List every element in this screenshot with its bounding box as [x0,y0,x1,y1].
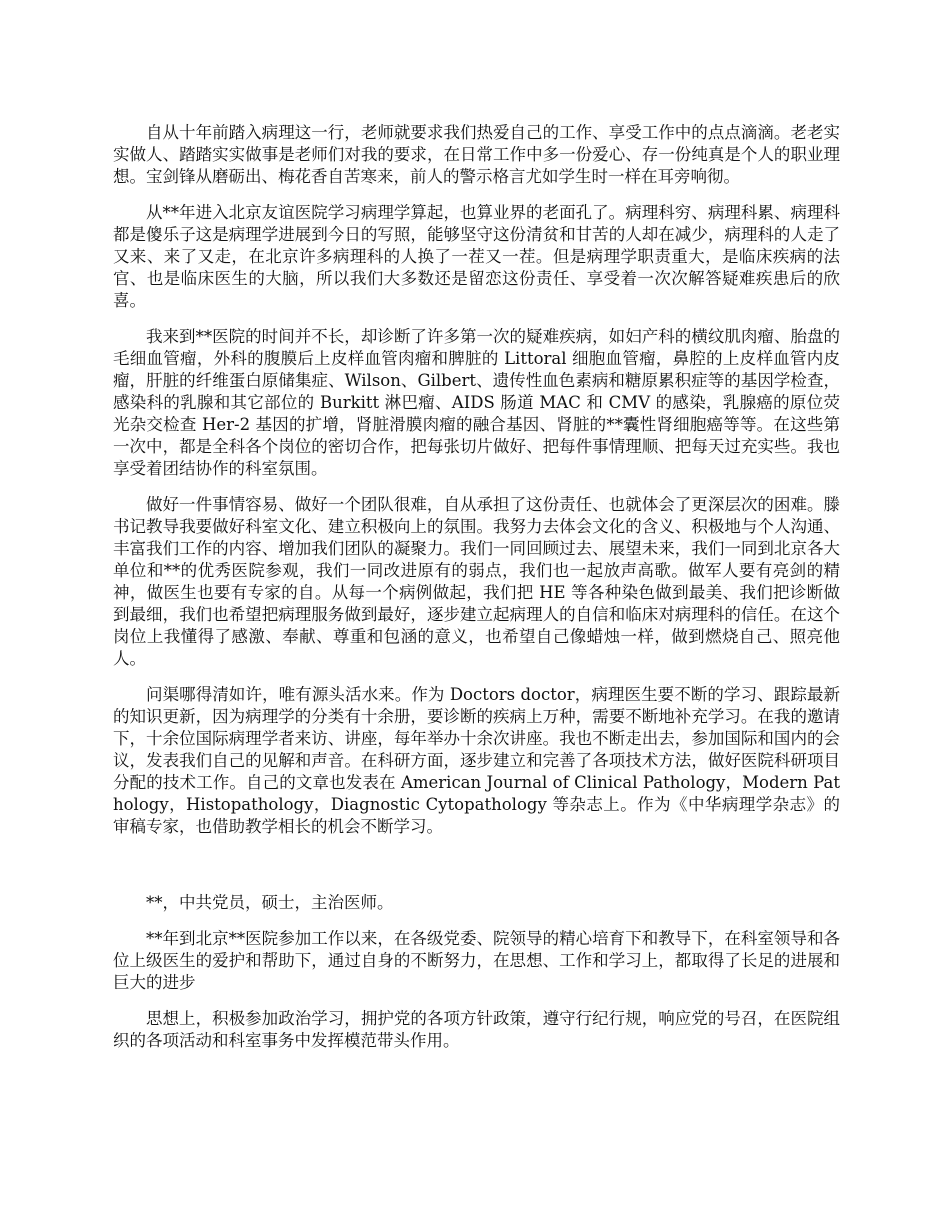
document-body [113,122,840,1066]
paragraph-political-thought: 思想上，积极参加政治学习，拥护党的各项方针政策，遵守行纪行规，响应党的号召，在医院组织的各项活动和科室事务中发挥模范带头作用。 [113,1009,840,1050]
section-spacer [113,852,840,892]
paragraph-personal-intro: **，中共党员，硕士，主治医师。 [146,893,394,912]
paragraph-career-start: 自从十年前踏入病理这一行，老师就要求我们热爱自己的工作、享受工作中的点点滴滴。老老实实做人、踏踏实实做事是老师们对我的要求，在日常工作中多一份爱心、存一份纯真是个人的职业理想。宝剑锋从磨砺出、梅花香自苦寒来，前人的警示格言尤如学生时一样在耳旁响彻。 [113,123,840,186]
paragraph-pathology-field: 从**年进入北京友谊医院学习病理学算起，也算业界的老面孔了。病理科穷、病理科累、病理科都是傻乐子这是病理学进展到今日的写照，能够坚守这份清贫和甘苦的人却在减少，病理科的人走了又来、来了又走，在北京许多病理科的人换了一茬又一茬。但是病理学职责重大，是临床疾病的法官、也是临床医生的大脑，所以我们大多数还是留恋这份责任、享受着一次次解答疑难疾患后的欣喜。 [113,203,840,310]
paragraph-continuous-learning: 问渠哪得清如许，唯有源头活水来。作为 Doctors doctor，病理医生要不断的学习、跟踪最新的知识更新，因为病理学的分类有十余册，要诊断的疾病上万种，需要不断地补充学习。在我的邀请下，十余位国际病理学者来访、讲座，每年举办十余次讲座。我也不断走出去，参加国际和国内的会议，发表我们自己的见解和声音。在科研方面，逐步建立和完善了各项技术方法，做好医院科研项目分配的技术工作。自己的文章也发表在 American Journal of Clinical Pathology，Modern Pathology，Histopathology，Diagnostic Cytopathology 等杂志上。作为《中华病理学杂志》的审稿专家，也借助教学相长的机会不断学习。 [113,685,840,836]
paragraph-work-progress: **年到北京**医院参加工作以来，在各级党委、院领导的精心培育下和教导下，在科室领导和各位上级医生的爱护和帮助下，通过自身的不断努力，在思想、工作和学习上，都取得了长足的进展和巨大的进步 [113,929,840,992]
paragraph-team-building: 做好一件事情容易、做好一个团队很难，自从承担了这份责任、也就体会了更深层次的困难。滕书记教导我要做好科室文化、建立积极向上的氛围。我努力去体会文化的含义、积极地与个人沟通、丰富我们工作的内容、增加我们团队的凝聚力。我们一同回顾过去、展望未来，我们一同到北京各大单位和**的优秀医院参观，我们一同改进原有的弱点，我们也一起放声高歌。做军人要有亮剑的精神，做医生也要有专家的自。从每一个病例做起，我们把 HE 等各种染色做到最美、我们把诊断做到最细，我们也希望把病理服务做到最好，逐步建立起病理人的自信和临床对病理科的信任。在这个岗位上我懂得了感激、奉献、尊重和包涵的意义，也希望自己像蜡烛一样，做到燃烧自己、照亮他人。 [113,495,840,668]
paragraph-first-diagnoses: 我来到**医院的时间并不长，却诊断了许多第一次的疑难疾病，如妇产科的横纹肌肉瘤、胎盘的毛细血管瘤，外科的腹膜后上皮样血管肉瘤和脾脏的 Littoral 细胞血管瘤，鼻腔的上皮样血管内皮瘤，肝脏的纤维蛋白原储集症、Wilson、Gilbert、遗传性血色素病和糖原累积症等的基因学检查，感染科的乳腺和其它部位的 Burkitt 淋巴瘤、AIDS 肠道 MAC 和 CMV 的感染，乳腺癌的原位荧光杂交检查 Her-2 基因的扩增，肾脏滑膜肉瘤的融合基因、肾脏的**囊性肾细胞癌等等。在这些第一次中，都是全科各个岗位的密切合作，把每张切片做好、把每件事情理顺、把每天过充实些。我也享受着团结协作的科室氛围。 [113,327,840,478]
